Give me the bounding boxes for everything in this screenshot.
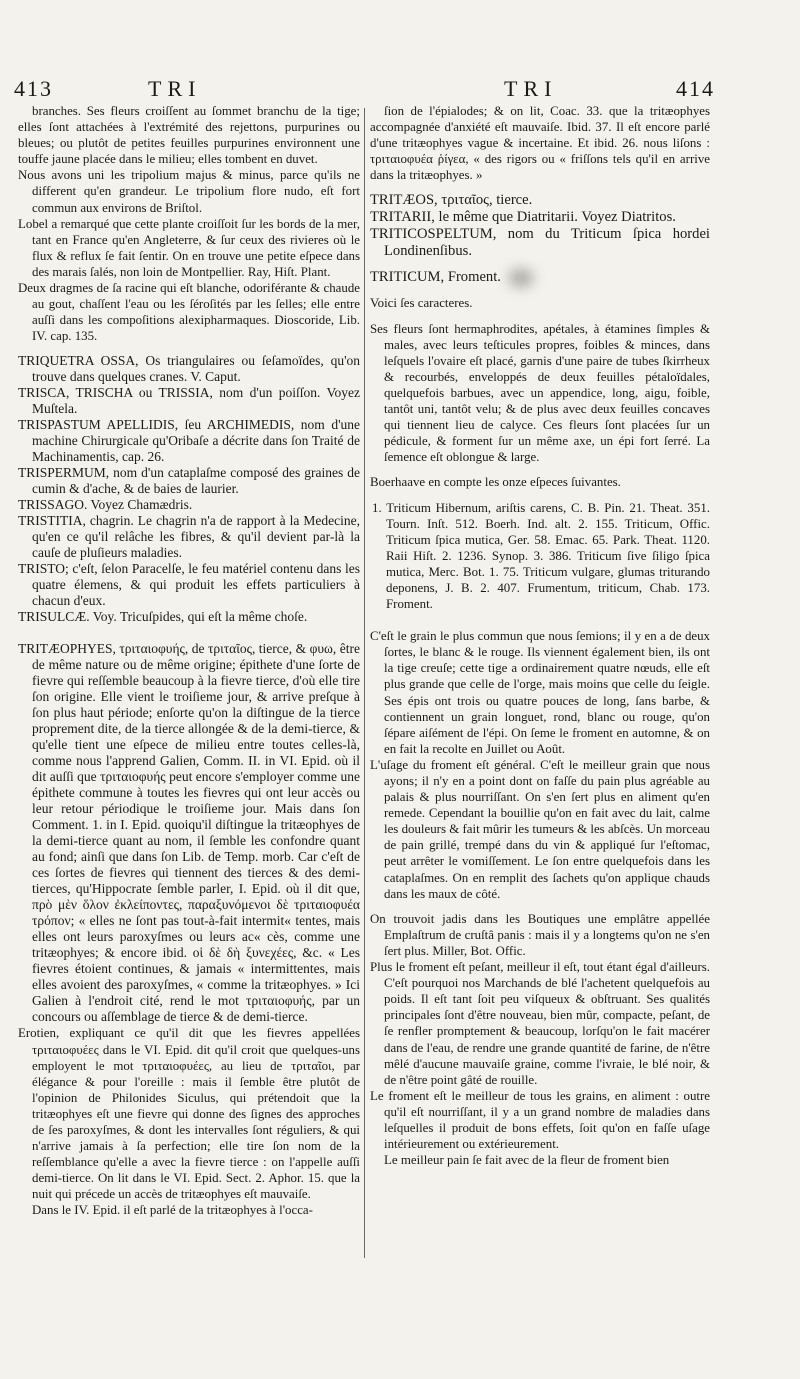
entry-trispastum: TRISPASTUM APELLIDIS, ſeu ARCHIMEDIS, nom d'une machine Chirurgicale qu'Oribaſe a décrite dans ſon Traité de Machinamentis, cap. 26. bbox=[18, 417, 360, 465]
left-column bbox=[18, 103, 360, 1219]
entry-tritaeophyes: TRITÆOPHYES, τριταιοφυής, de τριταῖος, tierce, & φυω, être de même nature ou de même origine; épithete d'une ſorte de fievre qui reſſemble beaucoup à la fievre tierce, d'où elle tire ſon origine. Elle vient le troiſieme jour, & arrive preſque à ſon plus haut période; enſorte qu'on la diſtingue de la tierce proprement dite, de la tierce allongée & de la demi-tierce, & qu'elle tient une eſpece de milieu entre toutes celles-là, comme nous l'apprend Galien, Comm. II. in VI. Epid. où il dit auſſi que τριταιοφυής peut encore s'employer comme une épithete commune à toutes les fievres qui ont leur accès ou leur retour périodique le troiſieme jour. Mais dans ſon Comment. 1. in I. Epid. quoiqu'il diſtingue la tritæophyes de la demi-tierce quant au nom, il ſemble les confondre quant au fond; ainſi que dans ſon Lib. de Temp. morb. Car c'eſt de ces ſortes de fievres qui tiennent des tierces & des demi-tierces, qu'Hippocrate ſemble parler, I. Epid. où il dit que, πρὸ μὲν ὅλον ἐκλείποντες, παραξυνόμενοι δὲ τριταιοφυέα τρόπον; « elles ne ſont pas tout-à-fait intermit« tentes, mais elles ont leurs paroxyſmes ou leurs ac« cès, comme une tritæophyes; & encore ibid. οἱ δὲ δὴ ξυνεχέες, &c. « Les fievres étoient continues, & jamais « intermittentes, mais elles avoient des paroxyſmes, « comme la tritæophyes. » Ici Galien à l'endroit cité, rend le mot τριταιοφυής, par un concours ou aſſemblage de tierce & de demi-tierce. bbox=[18, 641, 360, 1025]
paragraph: Nous avons uni les tripolium majus & minus, parce qu'ils ne different qu'en grandeur. Le tripolium flore nudo, eſt fort commun aux environs de Briſtol. bbox=[18, 168, 360, 215]
running-head-right: TRI bbox=[504, 76, 558, 101]
paragraph: On trouvoit jadis dans les Boutiques une emplâtre appellée Emplaſtrum de cruſtâ panis : mais il y a longtems qu'on ne s'en ſert plus. Miller, Bot. Offic. bbox=[370, 911, 710, 958]
paragraph: C'eſt le grain le plus commun que nous ſemions; il y en a de deux ſortes, le blanc & le rouge. Ils viennent également bien, ils ont la tige creuſe; cette tige a ordinairement quatre nœuds, elle eſt plus grande que celle de l'orge, mais moins que celle du ſeigle. Ses épis ont trois ou quatre pouces de long, ſans barbe, & contiennent un grain longuet, rond, blanc ou rouge, qu'on ſépare aiſément de l'épi. On ſeme le froment en automne, & on en fait la recolte en Juillet ou Août. bbox=[370, 629, 710, 756]
paragraph: Dans le IV. Epid. il eſt parlé de la tritæophyes à l'occa- bbox=[32, 1203, 313, 1218]
paragraph: ſion de l'épialodes; & on lit, Coac. 33. que la tritæophyes accompagnée d'anxiété eſt mauvaiſe. Ibid. 37. Il eſt encore parlé d'une tritæophyes vague & incertaine. Et ibid. 26. nous liſons : τριταιοφυέα ῥίγεα, « des rigors ou « friſſons tels qu'il en arrive dans la tritæophyes. » bbox=[370, 104, 710, 183]
column-divider bbox=[364, 108, 365, 1258]
paragraph: Erotien, expliquant ce qu'il dit que les fievres appellées τριταιοφυέες dans le VI. Epid. dit qu'il croit que quelques-uns employent le mot τριταιοφυέες, au lieu de τριταῖοι, par élégance & pour l'oreille : mais il ſemble être plutôt de l'opinion de Philonides Siculus, qui prétendoit que la tritæophyes eſt une fievre qui donne des ſignes des approches de ſes paroxyſmes, & dont les intervalles ſont réguliers, & qui n'arrive jamais à ſa perfection; elle tire ſon nom de la reſſemblance qu'elle a avec la fievre tierce : on l'appelle auſſi demi-tierce. On lit dans le VI. Epid. Sect. 2. Aphor. 15. que la nuit qui précede un accès de tritæophyes eſt mauvaiſe. bbox=[18, 1026, 360, 1202]
paragraph: Lobel a remarqué que cette plante croiſſoit ſur les bords de la mer, tant en France qu'en Angleterre, & ſur ceux des rivieres où le flux & reflux ſe fait ſentir. On en trouve une petite eſpece dans des marais ſalés, non loin de Montpellier. Ray, Hiſt. Plant. bbox=[18, 216, 360, 279]
running-header bbox=[0, 76, 800, 106]
entry-tritaeos: TRITÆOS, τριταῖος, tierce. bbox=[370, 192, 533, 209]
entry-triticum: TRITICUM, Froment. bbox=[370, 269, 501, 286]
page-number-right: 414 bbox=[676, 76, 715, 101]
paragraph: Voici ſes caracteres. bbox=[370, 296, 473, 311]
paragraph: L'uſage du froment eſt général. C'eſt le meilleur grain que nous ayons; il n'y en a point dont on faſſe du pain plus agréable au palais & plus nourriſſant. On s'en ſert plus en aliment qu'en remede. Cependant la bouillie qu'on en fait avec du lait, calme les douleurs & fait mûrir les tumeurs & les abſcès. Un morceau de pain grillé, trempé dans du vin & appliqué ſur l'eſtomac, peut arrêter le vomiſſement. Le ſon entre quelquefois dans les cataplaſmes. On en remplit des ſachets qu'on applique chauds dans les maux de côté. bbox=[370, 757, 710, 901]
entry-trisca: TRISCA, TRISCHA ou TRISSIA, nom d'un poiſſon. Voyez Muſtela. bbox=[18, 385, 360, 417]
paragraph: Plus le froment eſt peſant, meilleur il eſt, tout étant égal d'ailleurs. C'eſt pourquoi nos Marchands de blé l'achetent quelquefois au poids. Il eſt tant ſoit peu viſqueux & obſtruant. Ses qualités principales ſont d'être nouveau, bien mûr, compacte, peſant, de ſe renfler promptement & beaucoup, lorſqu'on le fait macérer dans de l'eau, de rendre une grande quantité de farine, de n'être mêlé d'aucune mauvaiſe graine, comme l'ivraie, le blé noir, & de n'être point gâté de rouille. bbox=[370, 960, 710, 1087]
entry-trisulcae: TRISULCÆ. Voy. Tricuſpides, qui eſt la même choſe. bbox=[18, 609, 308, 625]
right-column bbox=[370, 103, 710, 1168]
entry-tritarii: TRITARII, le même que Diatritarii. Voyez Diatritos. bbox=[370, 209, 676, 226]
entry-trissago: TRISSAGO. Voyez Chamædris. bbox=[18, 497, 193, 513]
entry-trispermum: TRISPERMUM, nom d'un cataplaſme composé des graines de cumin & d'ache, & de baies de laurier. bbox=[18, 465, 360, 497]
paragraph: branches. Ses fleurs croiſſent au ſommet branchu de la tige; elles ſont attachées à l'extrémité des rejettons, purpurines ou bleues; ou plutôt de petites feuilles purpurines environnent une touffe jaune placée dans le milieu; elles tombent en duvet. bbox=[18, 104, 360, 167]
entry-tristo: TRISTO; c'eſt, ſelon Paracelſe, le feu matériel contenu dans les quatre élemens, & qui produit les effets particuliers à chacun d'eux. bbox=[18, 561, 360, 609]
entry-tristitia: TRISTITIA, chagrin. Le chagrin n'a de rapport à la Medecine, qu'en ce qu'il relâche les fibres, & qu'il devient par-là la cauſe de pluſieurs maladies. bbox=[18, 513, 360, 561]
paragraph: Ses fleurs ſont hermaphrodites, apétales, à étamines ſimples & males, avec leurs teſticules propres, foibles & minces, dans leſquels l'ovaire eſt placé, garnis d'une paire de tubes ſkirrheux & recourbés, enveloppés de deux feuilles pétaloïdales, quelquefois barbues, avec un appendice, long, aigu, foible, tantôt uni, tantôt velu; & de plus avec deux feuilles concaves qui tiennent lieu de calyce. Ces fleurs ſont placées ſur un pédicule, & forment ſur un même axe, un épi fort ſerré. La ſemence eſt oblongue & large. bbox=[370, 321, 710, 465]
species-list-item: 1. Triticum Hibernum, ariſtis carens, C. B. Pin. 21. Theat. 351. Tourn. Inſt. 512. Boerh. Ind. alt. 2. 155. Triticum, Offic. Triticum ſpica mutica, Ger. 58. Emac. 65. Park. Theat. 1120. Raii Hiſt. 2. 1236. Synop. 3. 386. Triticum ſive ſiligo ſpica mutica, Merc. Bot. 1. 75. Triticum vulgare, glumas triturando deponens, J. B. 2. 407. Frumentum, triticum, Chab. 173. Froment. bbox=[372, 500, 710, 612]
entry-triquetra-ossa: TRIQUETRA OSSA, Os triangulaires ou ſeſamoïdes, qu'on trouve dans quelques cranes. V. Caput. bbox=[18, 353, 360, 385]
paragraph: Deux dragmes de ſa racine qui eſt blanche, odoriférante & chaude au gout, chaſſent l'eau ou les ſéroſités par les ſelles; elle entre auſſi dans les compoſitions alexipharmaques. Dioscoride, Lib. IV. cap. 135. bbox=[18, 281, 360, 344]
entry-triticospeltum: TRITICOSPELTUM, nom du Triticum ſpica hordei Londinenſibus. bbox=[370, 226, 710, 260]
paragraph: Le froment eſt le meilleur de tous les grains, en aliment : outre qu'il eſt nourriſſant, il y a un grand nombre de maladies dans leſquelles il produit de bons effets, ſoit qu'on en faſſe uſage intérieurement ou extérieurement. bbox=[370, 1088, 710, 1152]
running-head-left: TRI bbox=[148, 76, 202, 101]
page-number-left: 413 bbox=[14, 76, 53, 101]
paragraph: Le meilleur pain ſe fait avec de la fleur de froment bien bbox=[384, 1153, 670, 1168]
ink-blot bbox=[508, 268, 534, 288]
paragraph: Boerhaave en compte les onze eſpeces ſuivantes. bbox=[370, 475, 621, 490]
